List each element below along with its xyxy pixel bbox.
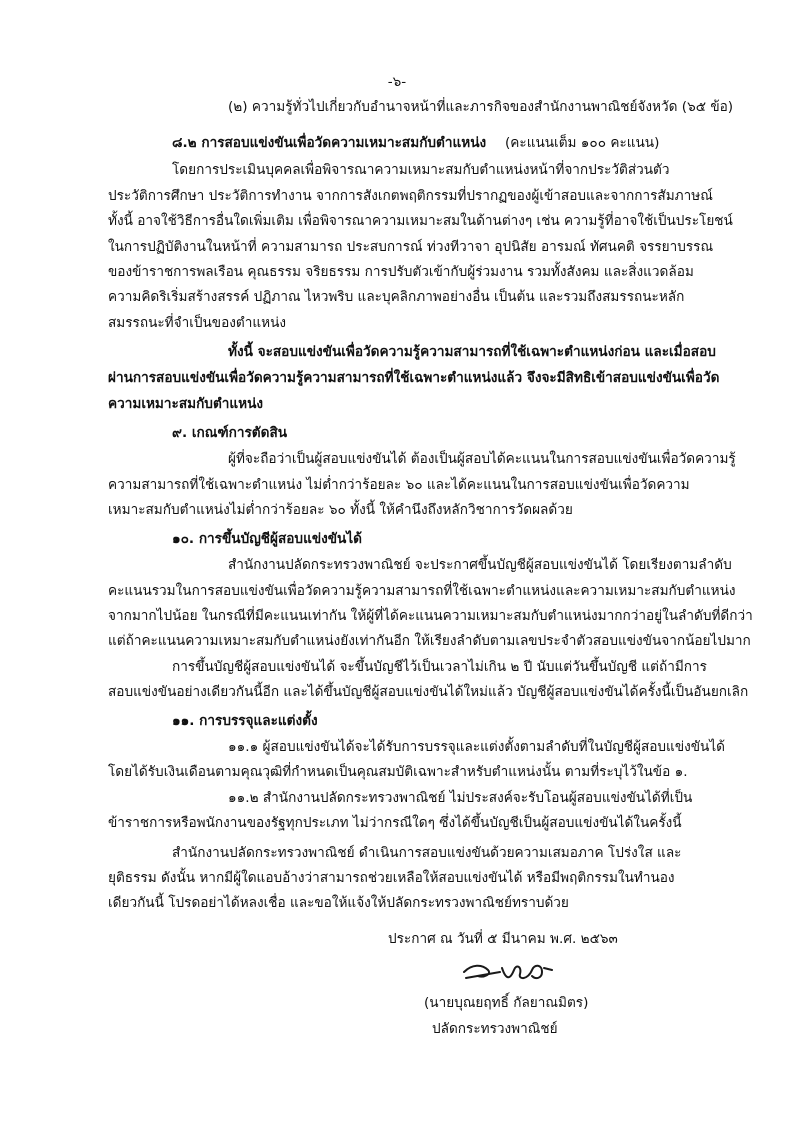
text-line: ๑๑.๒ สำนักงานปลัดกระทรวงพาณิชย์ ไม่ประสงค์จะรับโอนผู้สอบแข่งขันได้ที่เป็น [228,790,693,806]
text-line: ความคิดริเริ่มสร้างสรรค์ ปฏิภาณ ไหวพริบ และบุคลิกภาพอย่างอื่น เป็นต้น และรวมถึงสมรรถนะหลัก [108,289,685,305]
text-line: โดยการประเมินบุคคลเพื่อพิจารณาความเหมาะสมกับตำแหน่งหน้าที่จากประวัติส่วนตัว [172,162,670,178]
text-line: จากมากไปน้อย ในกรณีที่มีคะแนนเท่ากัน ให้ผู้ที่ได้คะแนนความเหมาะสมกับตำแหน่งมากกว่าอยู่ในลำดับที่ดีกว่า [108,608,753,624]
text-line: ความเหมาะสมกับตำแหน่ง [108,396,264,412]
text-line: ในการปฏิบัติงานในหน้าที่ ความสามารถ ประสบการณ์ ท่วงทีวาจา อุปนิสัย อารมณ์ ทัศนคติ จรรยาบรรณ [108,239,714,255]
text-line: การขึ้นบัญชีผู้สอบแข่งขันได้ จะขึ้นบัญชีไว้เป็นเวลาไม่เกิน ๒ ปี นับแต่วันขึ้นบัญชี แต่ถ้ามีการ [172,659,707,675]
text-line: คะแนนรวมในการสอบแข่งขันเพื่อวัดความรู้ความสามารถที่ใช้เฉพาะตำแหน่งและความเหมาะสมกับตำแหน่ง [108,583,736,599]
section-heading: ๙. เกณฑ์การตัดสิน [172,425,288,441]
text-line: เหมาะสมกับตำแหน่งไม่ต่ำกว่าร้อยละ ๖๐ ทั้งนี้ ให้คำนึงถึงหลักวิชาการวัดผลด้วย [108,502,573,518]
text-line: สอบแข่งขันอย่างเดียวกันนี้อีก และได้ขึ้นบัญชีผู้สอบแข่งขันได้ใหม่แล้ว บัญชีผู้สอบแข่งขันได้ครั้งนี้เป็นอันยกเลิก [108,684,749,700]
text-line: ผู้ที่จะถือว่าเป็นผู้สอบแข่งขันได้ ต้องเป็นผู้สอบได้คะแนนในการสอบแข่งขันเพื่อวัดความรู้ [228,451,736,467]
signatory-title: ปลัดกระทรวงพาณิชย์ [432,1021,558,1037]
text-line: สมรรถนะที่จำเป็นของตำแหน่ง [108,315,287,331]
text-line: เดียวกันนี้ โปรดอย่าได้หลงเชื่อ และขอให้แจ้งให้ปลัดกระทรวงพาณิชย์ทราบด้วย [108,895,569,911]
text-line: ประวัติการศึกษา ประวัติการทำงาน จากการสังเกตพฤติกรรมที่ปรากฏของผู้เข้าสอบและจากการสัมภาษณ์ [108,188,713,204]
section-heading: ๑๑. การบรรจุและแต่งตั้ง [172,713,318,729]
text-line: ผ่านการสอบแข่งขันเพื่อวัดความรู้ความสามารถที่ใช้เฉพาะตำแหน่งแล้ว จึงจะมีสิทธิเข้าสอบแข่งขันเพื่อวัด [108,370,720,386]
signatory-name: (นายบุณยฤทธิ์ กัลยาณมิตร) [424,995,589,1011]
section-heading: ๘.๒ การสอบแข่งขันเพื่อวัดความเหมาะสมกับตำแหน่ง [172,135,487,151]
text-line: ทั้งนี้ อาจใช้วิธีการอื่นใดเพิ่มเติม เพื่อพิจารณาความเหมาะสมในด้านต่างๆ เช่น ความรู้ที่อาจใช้เป็นประโยชน์ [108,213,733,229]
text-line: ข้าราชการหรือพนักงานของรัฐทุกประเภท ไม่ว่ากรณีใดๆ ซึ่งได้ขึ้นบัญชีเป็นผู้สอบแข่งขันได้ในครั้งนี้ [108,815,682,831]
text-line: ทั้งนี้ จะสอบแข่งขันเพื่อวัดความรู้ความสามารถที่ใช้เฉพาะตำแหน่งก่อน และเมื่อสอบ [228,344,716,360]
text-line: ความสามารถที่ใช้เฉพาะตำแหน่ง ไม่ต่ำกว่าร้อยละ ๖๐ และได้คะแนนในการสอบแข่งขันเพื่อวัดความ [108,477,690,493]
page-number: -๖- [387,74,407,90]
text-line: สำนักงานปลัดกระทรวงพาณิชย์ จะประกาศขึ้นบัญชีผู้สอบแข่งขันได้ โดยเรียงตามลำดับ [228,557,732,573]
announcement-date: ประกาศ ณ วันที่ ๕ มีนาคม พ.ศ. ๒๕๖๓ [388,931,618,947]
text-line: แต่ถ้าคะแนนความเหมาะสมกับตำแหน่งยังเท่ากันอีก ให้เรียงลำดับตามเลขประจำตัวสอบแข่งขันจากน้อยไปมาก [108,633,751,649]
text-line: ๑๑.๑ ผู้สอบแข่งขันได้จะได้รับการบรรจุและแต่งตั้งตามลำดับที่ในบัญชีผู้สอบแข่งขันได้ [228,739,726,755]
text-line: สำนักงานปลัดกระทรวงพาณิชย์ ดำเนินการสอบแข่งขันด้วยความเสมอภาค โปร่งใส และ [172,845,682,861]
text-line: (๒) ความรู้ทั่วไปเกี่ยวกับอำนาจหน้าที่และภารกิจของสำนักงานพาณิชย์จังหวัด (๖๕ ข้อ) [228,99,734,115]
text-line: ยุติธรรม ดังนั้น หากมีผู้ใดแอบอ้างว่าสามารถช่วยเหลือให้สอบแข่งขันได้ หรือมีพฤติกรรมในทำนอง [108,870,675,886]
section-heading: ๑๐. การขึ้นบัญชีผู้สอบแข่งขันได้ [172,531,363,547]
text-line: (คะแนนเต็ม ๑๐๐ คะแนน) [505,135,660,151]
handwritten-signature [458,958,558,984]
text-line: ของข้าราชการพลเรือน คุณธรรม จริยธรรม การปรับตัวเข้ากับผู้ร่วมงาน รวมทั้งสังคม และสิ่งแวดล้อม [108,264,694,280]
text-line: โดยได้รับเงินเดือนตามคุณวุฒิที่กำหนดเป็นคุณสมบัติเฉพาะสำหรับตำแหน่งนั้น ตามที่ระบุไว้ในข้อ ๑. [108,764,688,780]
